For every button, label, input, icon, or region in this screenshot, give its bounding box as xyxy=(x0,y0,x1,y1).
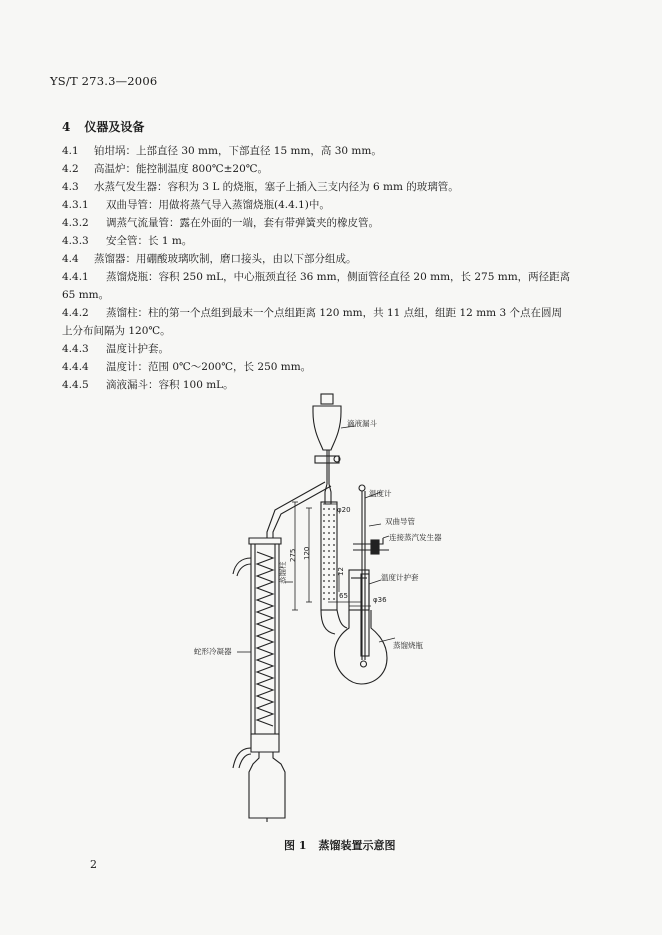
distillation-apparatus-figure xyxy=(185,392,445,822)
list-item: 4.3.2 调蒸气流量管：露在外面的一端，套有带弹簧夹的橡皮管。 xyxy=(62,217,379,229)
list-item: 4.3.3 安全管：长 1 m。 xyxy=(62,235,193,247)
dim-12: 12 xyxy=(337,567,345,576)
label-double-bend-tube: 双曲导管 xyxy=(385,517,415,526)
list-item: 4.4 蒸馏器：用硼酸玻璃吹制，磨口接头，由以下部分组成。 xyxy=(62,253,357,265)
label-thermometer: 温度计 xyxy=(369,489,392,498)
list-item: 4.3.1 双曲导管：用做将蒸气导入蒸馏烧瓶(4.4.1)中。 xyxy=(62,199,330,211)
list-item: 4.2 高温炉：能控制温度 800℃±20℃。 xyxy=(62,163,269,175)
document-code: YS/T 273.3—2006 xyxy=(50,74,158,88)
label-steam-generator: 连接蒸汽发生器 xyxy=(389,533,442,542)
dim-65: 65 xyxy=(339,592,348,600)
section-heading xyxy=(62,118,144,135)
list-item: 4.3 水蒸气发生器：容积为 3 L 的烧瓶，塞子上插入三支内径为 6 mm 的玻璃管。 xyxy=(62,181,459,193)
list-item-continuation: 上分布间隔为 120℃。 xyxy=(62,325,171,337)
thermometer xyxy=(359,485,367,667)
dim-120: 120 xyxy=(303,546,311,560)
dropping-funnel xyxy=(313,394,341,504)
section-number: 4 xyxy=(62,120,71,134)
steam-inlet-tube xyxy=(353,538,389,554)
label-dropping-funnel: 滴液漏斗 xyxy=(347,419,377,428)
section-title: 仪器及设备 xyxy=(84,120,145,134)
list-item: 4.1 铂坩埚：上部直径 30 mm，下部直径 15 mm，高 30 mm。 xyxy=(62,145,382,157)
list-item: 4.4.4 温度计：范围 0℃～200℃，长 250 mm。 xyxy=(62,361,312,373)
label-thermometer-sleeve: 温度计护套 xyxy=(381,573,419,582)
label-distillation-flask: 蒸馏烧瓶 xyxy=(393,641,423,650)
dim-275: 275 xyxy=(289,548,297,562)
page-number: 2 xyxy=(90,858,97,871)
label-coil-condenser: 蛇形冷凝器 xyxy=(194,647,232,656)
figure-caption: 图 1 蒸馏装置示意图 xyxy=(284,839,396,852)
list-item: 4.4.3 温度计护套。 xyxy=(62,343,169,355)
list-item: 4.4.1 蒸馏烧瓶：容积 250 mL，中心瓶颈直径 36 mm，侧面管径直径 20 mm，长 275 mm，两径距离 xyxy=(62,271,571,283)
list-item-continuation: 65 mm。 xyxy=(62,289,110,301)
list-item: 4.4.5 滴液漏斗：容积 100 mL。 xyxy=(62,379,234,391)
dim-phi20: φ20 xyxy=(337,506,351,514)
list-item: 4.4.2 蒸馏柱：柱的第一个点组到最末一个点组距离 120 mm，共 11 点组，组距 12 mm 3 个点在圆周 xyxy=(62,307,562,319)
dim-phi36: φ36 xyxy=(373,596,387,604)
label-distillation-column: 蒸馏柱 xyxy=(278,561,287,584)
